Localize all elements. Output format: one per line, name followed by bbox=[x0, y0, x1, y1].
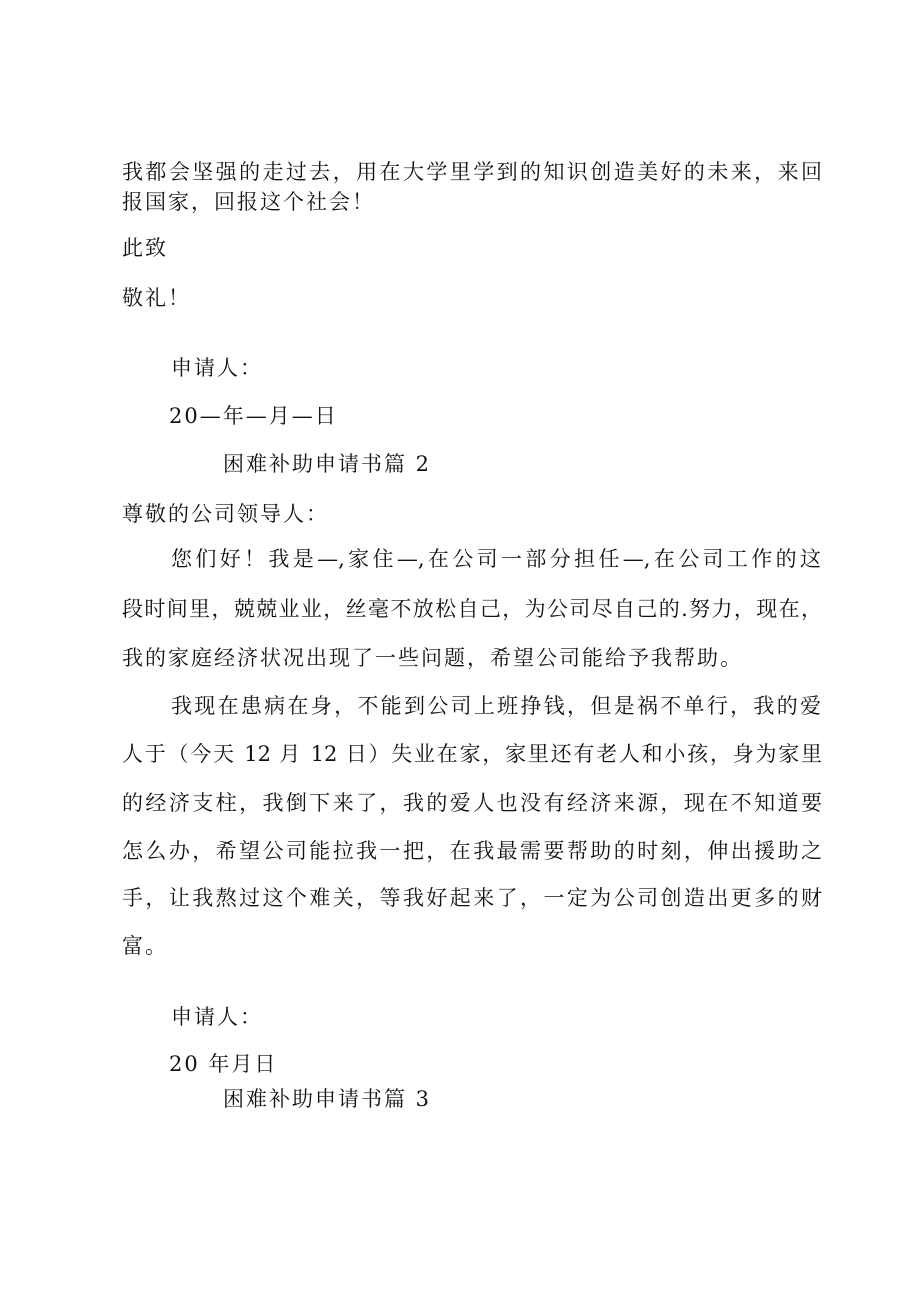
body-line: 报国家，回报这个社会！ bbox=[122, 190, 375, 214]
applicant-label: 申请人： bbox=[171, 1005, 263, 1029]
paragraph-line: 手，让我熬过这个难关，等我好起来了，一定为公司创造出更多的财 bbox=[122, 886, 822, 910]
paragraph-line: 我现在患病在身，不能到公司上班挣钱，但是祸不单行，我的爱 bbox=[171, 694, 821, 718]
date-line: 20—年—月—日 bbox=[169, 404, 338, 428]
greeting: 尊敬的公司领导人： bbox=[122, 502, 329, 526]
date-line: 20 年月日 bbox=[169, 1052, 278, 1076]
paragraph-line: 我的家庭经济状况出现了一些问题，希望公司能给予我帮助。 bbox=[122, 646, 743, 670]
section-title: 困难补助申请书篇 3 bbox=[223, 1087, 432, 1111]
paragraph-line: 的经济支柱，我倒下来了，我的爱人也没有经济来源，现在不知道要 bbox=[122, 791, 822, 815]
salutation: 此致 bbox=[122, 236, 168, 260]
section-title: 困难补助申请书篇 2 bbox=[223, 452, 432, 476]
paragraph-line: 人于（今天 12 月 12 日）失业在家，家里还有老人和小孩，身为家里 bbox=[122, 742, 822, 766]
paragraph-line: 富。 bbox=[122, 934, 168, 958]
applicant-label: 申请人： bbox=[171, 356, 263, 380]
body-line: 我都会坚强的走过去，用在大学里学到的知识创造美好的未来，来回 bbox=[122, 160, 822, 184]
salutation: 敬礼！ bbox=[122, 286, 191, 310]
paragraph-line: 您们好！我是—,家住—,在公司一部分担任—,在公司工作的这 bbox=[171, 547, 821, 571]
paragraph-line: 段时间里，兢兢业业，丝毫不放松自己，为公司尽自己的.努力，现在， bbox=[122, 597, 822, 621]
paragraph-line: 怎么办，希望公司能拉我一把，在我最需要帮助的时刻，伸出援助之 bbox=[122, 839, 822, 863]
